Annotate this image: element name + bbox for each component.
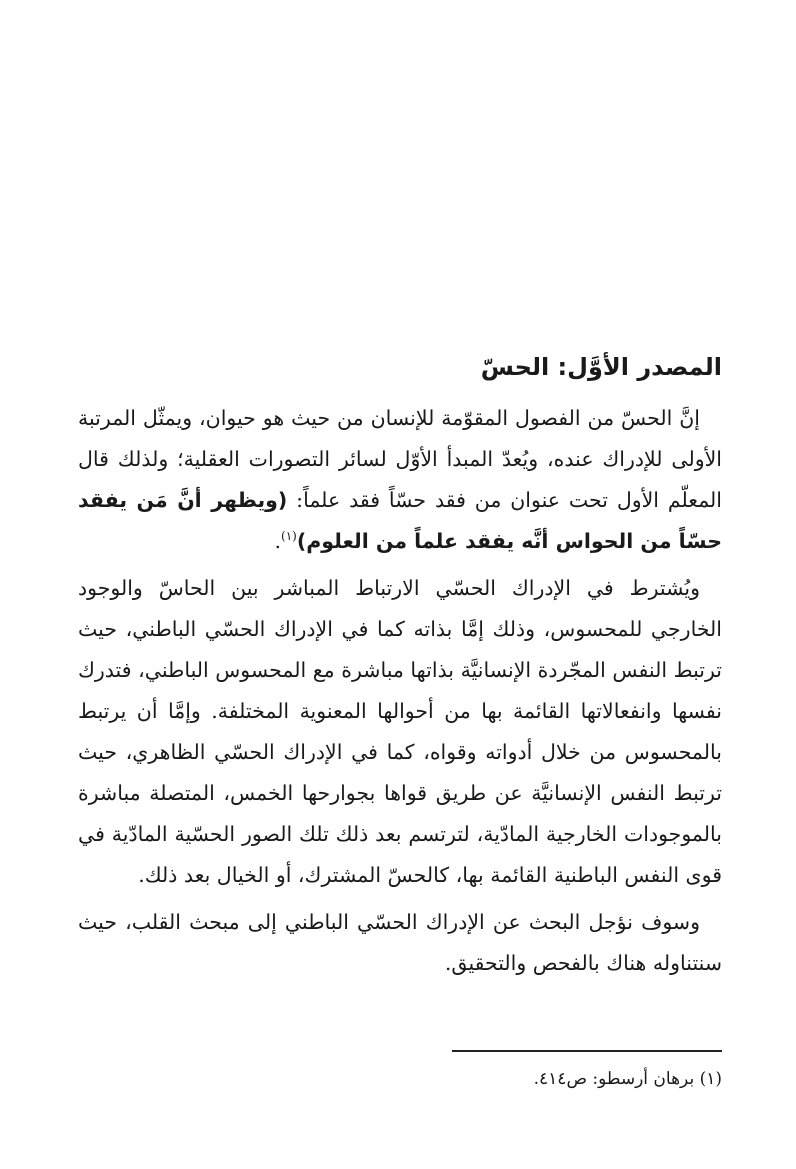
footnote-1: (١) برهان أرسطو: ص٤١٤. — [533, 1069, 722, 1089]
paragraph-1-text: إنَّ الحسّ من الفصول المقوّمة للإنسان من حيث هو حيوان، ويمثّل المرتبة الأولى للإدراك عنده، ويُعدّ المبدأ الأوّل لسائر التصورات العقلية؛ ولذلك قال المعلّم الأول تحت عنوان من فقد حسّاً فقد علماً: — [78, 406, 722, 512]
paragraph-1 — [78, 398, 722, 562]
footnote-divider — [452, 1050, 722, 1052]
paragraph-2: ويُشترط في الإدراك الحسّي الارتباط المباشر بين الحاسّ والوجود الخارجي للمحسوس، وذلك إمَّا بذاته كما في الإدراك الحسّي الباطني، حيث ترتبط النفس المجّردة الإنسانيَّة بذاتها مباشرة مع المحسوس الباطني، فتدرك نفسها وانفعالاتها القائمة بها من أحوالها المعنوية المختلفة. وإمَّا أن يرتبط بالمحسوس من خلال أدواته وقواه، كما في الإدراك الحسّي الظاهري، حيث ترتبط النفس الإنسانيَّة عن طريق قواها بجوارحها الخمس، المتصلة مباشرة بالموجودات الخارجية المادّية، لترتسم بعد ذلك تلك الصور الحسّية المادّية في قوى النفس الباطنية القائمة بها، كالحسّ المشترك، أو الخيال بعد ذلك. — [78, 576, 722, 887]
paragraph-3: وسوف نؤجل البحث عن الإدراك الحسّي الباطني إلى مبحث القلب، حيث سنتناوله هناك بالفحص والتحقيق. — [78, 910, 722, 975]
footnote-reference: (١) — [281, 529, 297, 544]
quotation: (ويظهر أنَّ مَن يفقد حسّاً من الحواس أنَّه يفقد علماً من العلوم) — [78, 488, 722, 553]
paragraph-1-end: . — [274, 529, 281, 553]
main-content — [78, 346, 722, 990]
section-heading: المصدر الأوَّل: الحسّ — [480, 353, 722, 381]
